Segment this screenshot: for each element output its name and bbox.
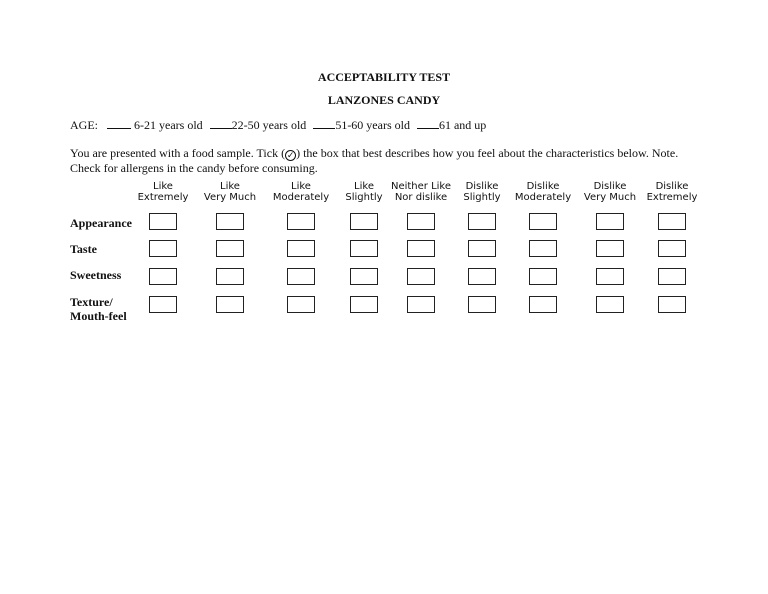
rating-checkbox[interactable]: [529, 213, 557, 230]
scale-header-line1: Neither Like: [390, 181, 452, 192]
instructions-text-a: You are presented with a food sample. Tick (: [70, 146, 286, 160]
characteristic-label: Appearance: [70, 216, 132, 230]
rating-checkbox[interactable]: [529, 240, 557, 257]
rating-checkbox[interactable]: [658, 296, 686, 313]
rating-checkbox[interactable]: [149, 296, 177, 313]
rating-checkbox[interactable]: [149, 213, 177, 230]
rating-checkbox[interactable]: [407, 268, 435, 285]
age-line: [70, 118, 486, 133]
scale-header-3: [273, 181, 329, 203]
rating-checkbox[interactable]: [468, 213, 496, 230]
rating-checkbox[interactable]: [287, 268, 315, 285]
scale-header-line2: Slightly: [345, 192, 383, 203]
rating-checkbox[interactable]: [596, 213, 624, 230]
rating-checkbox[interactable]: [149, 268, 177, 285]
scale-header-2: [204, 181, 256, 203]
characteristic-label: Taste: [70, 242, 97, 256]
age-option-3: 51-60 years old: [335, 118, 410, 132]
instructions-text-b: ) the box that best describes how you feel about the characteristics below. Note. Check for allergens in the candy before consuming.: [70, 146, 679, 175]
scale-header-line1: Like: [153, 181, 173, 192]
rating-checkbox[interactable]: [407, 213, 435, 230]
age-option-2: 22-50 years old: [231, 118, 307, 132]
rating-checkbox[interactable]: [658, 213, 686, 230]
rating-checkbox[interactable]: [287, 296, 315, 313]
rating-checkbox[interactable]: [350, 296, 378, 313]
rating-checkbox[interactable]: [350, 268, 378, 285]
scale-header-line2: Slightly: [463, 192, 501, 203]
rating-checkbox[interactable]: [350, 240, 378, 257]
rating-checkbox[interactable]: [407, 240, 435, 257]
characteristic-label: Texture/ Mouth-feel: [70, 295, 127, 323]
age-label: AGE:: [70, 118, 98, 132]
rating-checkbox[interactable]: [468, 240, 496, 257]
rating-checkbox[interactable]: [216, 213, 244, 230]
scale-header-line1: Like: [220, 181, 240, 192]
age-blank-2[interactable]: [210, 118, 232, 129]
scale-header-9: [647, 181, 698, 203]
scale-header-1: [138, 181, 189, 203]
checkmark-icon: ✓: [286, 151, 295, 161]
rating-checkbox[interactable]: [658, 268, 686, 285]
age-blank-4[interactable]: [417, 118, 439, 129]
age-blank-3[interactable]: [313, 118, 335, 129]
rating-checkbox[interactable]: [529, 296, 557, 313]
rating-checkbox[interactable]: [468, 296, 496, 313]
scale-header-line2: Extremely: [646, 192, 698, 203]
rating-checkbox[interactable]: [658, 240, 686, 257]
scale-header-line2: Extremely: [137, 192, 189, 203]
rating-checkbox[interactable]: [407, 296, 435, 313]
scale-header-8: [584, 181, 636, 203]
instructions: [70, 146, 700, 175]
scale-header-line2: Very Much: [583, 192, 637, 203]
rating-checkbox[interactable]: [287, 213, 315, 230]
scale-header-line1: Dislike: [465, 181, 499, 192]
scale-header-line1: Like: [291, 181, 311, 192]
characteristic-label: Sweetness: [70, 268, 122, 282]
scale-header-line2: Nor dislike: [394, 192, 448, 203]
age-option-1: 6-21 years old: [134, 118, 203, 132]
rating-checkbox[interactable]: [596, 268, 624, 285]
scale-header-line1: Dislike: [655, 181, 689, 192]
rating-checkbox[interactable]: [216, 240, 244, 257]
scale-header-line2: Moderately: [272, 192, 330, 203]
rating-checkbox[interactable]: [216, 268, 244, 285]
rating-checkbox[interactable]: [149, 240, 177, 257]
form-subtitle: LANZONES CANDY: [327, 93, 441, 107]
scale-header-7: [515, 181, 571, 203]
scale-header-5: [391, 181, 451, 203]
scale-header-line1: Dislike: [526, 181, 560, 192]
rating-checkbox[interactable]: [529, 268, 557, 285]
scale-header-line1: Like: [354, 181, 374, 192]
scale-header-6: [463, 181, 500, 203]
rating-checkbox[interactable]: [350, 213, 378, 230]
rating-checkbox[interactable]: [596, 240, 624, 257]
scale-header-line2: Moderately: [514, 192, 572, 203]
age-blank-1[interactable]: [107, 118, 131, 129]
scale-header-4: [345, 181, 382, 203]
rating-checkbox[interactable]: [216, 296, 244, 313]
age-option-4: 61 and up: [438, 118, 487, 132]
form-title: ACCEPTABILITY TEST: [317, 70, 451, 84]
rating-checkbox[interactable]: [596, 296, 624, 313]
scale-header-line2: Very Much: [203, 192, 257, 203]
scale-header-line1: Dislike: [593, 181, 627, 192]
rating-checkbox[interactable]: [468, 268, 496, 285]
rating-checkbox[interactable]: [287, 240, 315, 257]
